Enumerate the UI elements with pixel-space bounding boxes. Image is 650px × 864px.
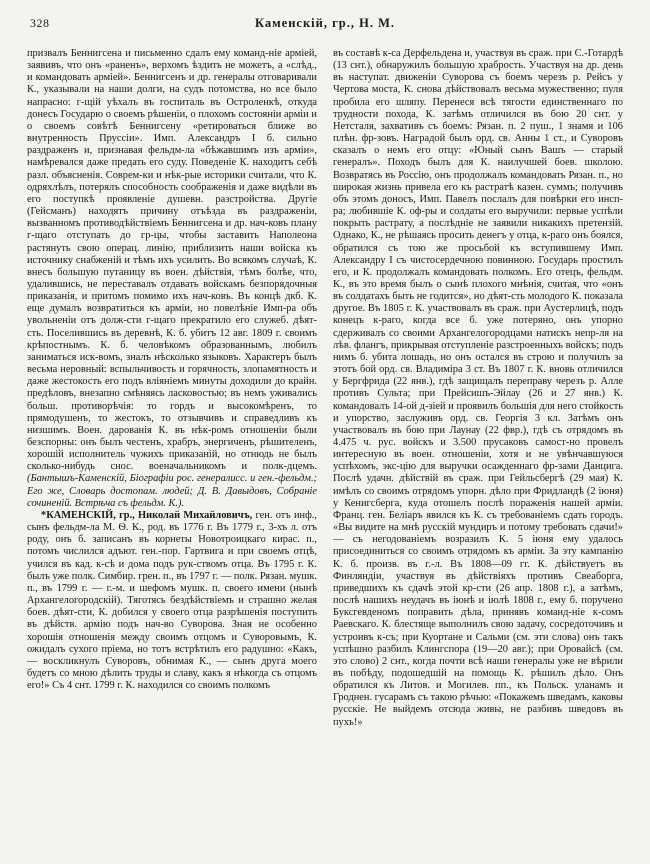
page-header <box>0 0 650 42</box>
right-column <box>333 48 623 854</box>
entry-body: ген. отъ инф., сынъ фельдм-ла М. Ѳ. К., род. въ 1776 г. Въ 1779 г., 3-хъ л. отъ роду, онъ б. записанъ въ корнеты Новотроицкаго кирас. п., потомъ числился адъют. ген.-пор. Гартвига и при своемъ отцѣ, учился въ кад. к-сѣ и дома подъ рук-ствомъ отца. Въ 1795 г. К. былъ уже полк. Симбир. грен. п., въ 1797 г. — полк. Рязан. мушк. п., въ 1799 г. — г.-м. и шефомъ мушк. п. своего имени (нынѣ Архангелогородскій). Тяготясь бездѣйствіемъ и страшно желая боев. дѣят-сти, К. добился у своего отца разрѣшенія поступить въ дѣйств. армію подъ нач-во Суворова. Зная не особенно хорошія отношенія между своимъ отцомъ и Суворовымъ, К. ожидалъ сухого пріема, но тотъ встрѣтилъ его радушно: «Какъ, — воскликнулъ Суворовъ, обнимая К., — сынъ друга моего будетъ со мною дѣлить труды и славу, какъ я нѣкогда съ отцомъ его!» Съ 4 снт. 1799 г. К. находился со своимъ полкомъ <box>27 509 317 692</box>
text-columns <box>0 42 650 854</box>
bibliography: (Бантышъ-Каменскій, Біографіи рос. генералисс. и ген.-фельдм.; Его же, Словарь достопам. людей; Д. В. Давыдовъ, Собраніе сочиненій. Встрѣча съ фельдм. К.). <box>27 473 317 509</box>
page-number: 328 <box>30 16 50 30</box>
article-text-continued: въ составѣ к-са Дерфельдена и, участвуя въ сраж. при С.-Готардѣ (13 снт.), обнаружилъ большую храбрость. Участвуя на др. день въ наступат. движеніи Суворова съ боемъ черезъ р. Рейсъ у Чертова моста, К. снова дѣйствовалъ весьма мужественно; пуля пробила его шляпу. Перенеся всѣ тягости единственнаго по трудности похода, К. затѣмъ отличился въ бою 20 снт. у Нетсталя, захвативъ съ боемъ: Рязан. п. 2 пуш., 1 знамя и 106 плѣн. фр-зовъ. Наградой былъ орд. св. Анны 1 ст., и Суворовъ сказалъ о немъ его отцу: «Юный сынъ Вашъ — старый генералъ». Походъ былъ для К. наилучшей боев. школою. Возвратясь въ Россію, онъ продолжалъ командовать Рязан. п., но широкая жизнь привела его къ растратѣ казен. суммъ; получивъ объ этомъ доносъ, Имп. Павелъ послалъ для повѣрки его инсп-ра; любившіе К. оф-ры и солдаты его выручили: первые успѣли покрыть растрату, а послѣдніе не заявили никакихъ претензій. Однако, К., не рѣшаясь просить денегъ у отца, к-раго онъ боялся, обратился съ тою же просьбой къ вступившему Имп. Александру I съ чистосердечною повинною. Государь простилъ его, и К. продолжалъ командовать полкомъ. Его отецъ, фельдм. К., въ это время былъ о сынѣ плохого мнѣнія, считая, что «онъ въ солдатахъ быть не годится», но дѣят-сть молодого К. показала другое. Въ 1805 г. К. участвовалъ въ сраж. при Аустерлицѣ, подъ конецъ к-раго, когда все б. уже потеряно, онъ упорно сдерживалъ со своими Архангелогородцами натискъ непр-ля на лѣв. флангъ, прикрывая отступленіе разстроенныхъ войскъ; подъ нимъ б. убита лошадь, но онъ остался въ строю и получилъ за этотъ бой орд. св. Владиміра 3 ст. Въ 1807 г. К. вновь отличился у Бергфрида (22 янв.), гдѣ защищалъ переправу черезъ р. Алле противъ Сульта; при Прейсишъ-Эйлау (26 и 27 янв.) К. командовалъ 14-ой д-зіей и проявилъ большія для него стойкость и упорство, заслуживъ орд. св. Георгія 3 кл. Затѣмъ онъ участвовалъ въ бою при Лаунау (22 фвр.), гдѣ съ отрядомъ въ 4.475 ч. рус. войскъ и 3.500 прусаковъ самост-но провелъ интересную въ воен. отношеніи, хотя и не увѣнчавшуюся успѣхомъ, экс-цію для выручки осажденнаго фр-зами Данцига. Послѣ удачн. дѣйствій въ сраж. при Гейльсбергѣ (29 мая) К. имѣлъ со своимъ отрядомъ упорн. дѣло при Фридландѣ (2 іюня) у Кенигсберга, куда отошелъ послѣ пораженія нашей арміи. Франц. ген. Беліаръ явился къ К. съ требованіемъ сдать городъ. «Вы видите на мнѣ русскій мундиръ и потому требовать сдачи!» — съ негодованіемъ возразилъ К. 5 іюня ему удалось присоединиться со своимъ отрядомъ къ арміи. За эту кампанію К. б. произв. въ г.-л. Въ 1808—09 гг. К. дѣйствуетъ въ Финляндіи, участвуя въ дѣйствіяхъ противъ Свеаборга, приведшихъ къ сдачѣ этой кр-сти (26 апр. 1808 г.), а затѣмъ, послѣ нашихъ неудачъ въ іюнѣ и іюлѣ 1808 г., ему б. поручено Буксгевденомъ поправить дѣла, принявъ команд-ніе к-сомъ Раевскаго. К. блестяще выполнилъ свою задачу, сосредоточивъ и устроивъ к-съ; при Куортане и Сальми (см. эти слова) онъ такъ успѣшно разбилъ Клингспора (19—20 авг.); при Оровайсѣ (см. это слово) 2 снт., когда почти всѣ наши генералы уже не вѣрили въ побѣду, подошедшій на помощь К. рѣшилъ дѣло. Онъ обратился къ Литов. и Могилев. пп., къ Польск. уланамъ и Гроднен. гусарамъ съ такою рѣчью: «Покажемъ шведамъ, каковы русскіе. Не выйдемъ отсюда живы, не разбивъ шведовъ въ пухъ!» <box>333 48 623 728</box>
paragraph-continuation <box>27 48 317 510</box>
running-header: Каменскій, гр., Н. М. <box>255 16 395 30</box>
entry-title: *КАМЕНСКІЙ, гр., Николай Михайловичъ, <box>41 509 253 521</box>
paragraph-continued <box>333 48 623 729</box>
article-text: призвалъ Беннигсена и письменно сдалъ ему команд-ніе арміей, заявивъ, что онъ «раненъ», верхомъ ѣздить не можетъ, а «слѣд., и командовать арміей». Беннигсенъ и др. генералы отговаривали К., указывали на наши долги, на судъ потомства, но все было напрасно: г-щій уѣхалъ въ госпиталь въ Остроленкѣ, откуда донесъ Государю о своемъ рѣшеніи, о плохомъ состояніи арміи и о своемъ совѣтѣ Беннигсену «ретироваться ближе во внутренность Пруссіи». Имп. Александръ I б. сильно раздраженъ и, признавая фельдм-ла «бѣжавшимъ изъ арміи», намѣревался даже предать его суду. Поведеніе К. находитъ себѣ разл. объясненія. Соврем-ки и нѣк-рые историки считали, что К. одряхлѣлъ, потерялъ способность соображенія и даже видѣли въ его поступкѣ проявленіе душевн. разстройства. Другіе (Гейсманъ) находятъ причину отъѣзда въ раздраженіи, вызванномъ противодѣйствіемъ Беннигсена и др. нач-ковъ плану г-щаго отступать до гр-цы, чтобы заставить Наполеона растянуть свою операц. линію, приблизить наши войска къ источнику снабженій и тѣмъ ихъ усилить. Во всякомъ случаѣ, К. внесъ большую путаницу въ воен. дѣйствія, тѣмъ болѣе, что, удалившись, не переставалъ отдавать войскамъ безпорядочныя приказанія, и притомъ помимо ихъ нач-ковъ. Въ концѣ дкб. К. еще думалъ возвратиться къ арміи, но повелѣніе Имп-ра объ увольненіи отъ долж-сти г-щаго прекратило его служеб. дѣят-сть. Поселившись въ деревнѣ, К. б. убитъ 12 авг. 1809 г. своимъ крѣпостнымъ. К. б. человѣкомъ образованнымъ, любилъ заниматься иск-вомъ, зналъ нѣсколько языковъ. Характеръ былъ весьма неровный: вспыльчивость и горячность, злопамятность и даже жестокость его подъ вліяніемъ минуты доходили до крайн. предѣловъ, внезапно смѣняясь ласковостью; въ немъ уживались больш. противорѣчія: то гордъ и высокомѣренъ, то прямодушенъ, то жестокъ, то отзывчивъ и справедливъ къ низшимъ. Воен. дарованія К. въ нѣк-ромъ отношеніи были безспорны: онъ былъ честенъ, храбръ, энергиченъ, рѣшителенъ, хорошій исполнитель чужихъ приказаній, но отнюдь не былъ сколько-нибудь снос. военачальникомъ и полк-дцемъ. <box>27 48 317 473</box>
paragraph-entry <box>27 510 317 692</box>
left-column <box>27 48 317 854</box>
